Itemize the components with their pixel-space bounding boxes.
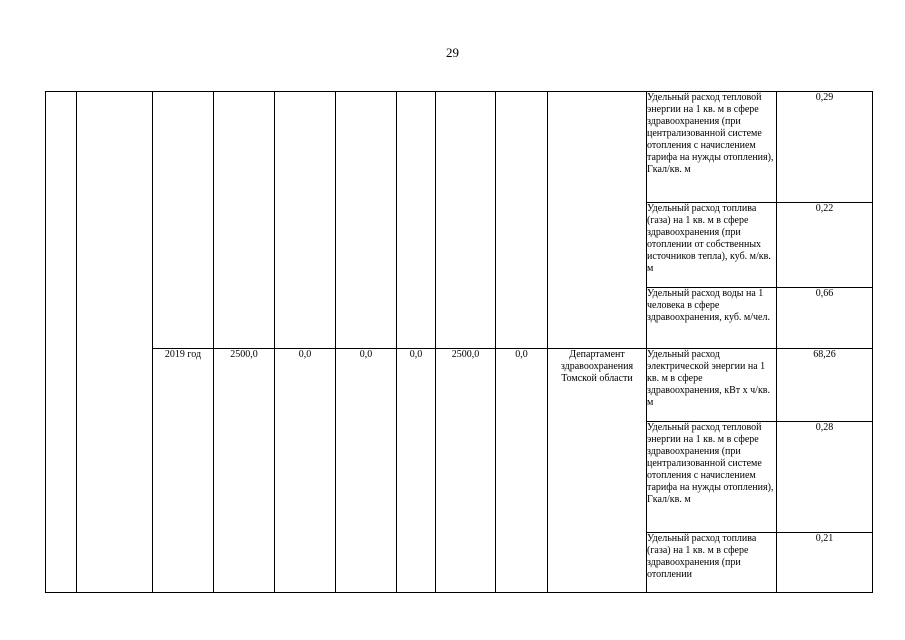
prev-year-cell [153, 92, 214, 349]
value-cell-3: 0,0 [336, 349, 397, 593]
prev-v4-cell [397, 92, 436, 349]
col-task-cell [77, 92, 153, 593]
indicator-value: 0,66 [777, 288, 873, 349]
indicator-value: 0,22 [777, 203, 873, 288]
prev-v5-cell [436, 92, 496, 349]
data-table [45, 91, 873, 593]
indicator-text: Удельный расход топлива (газа) на 1 кв. м в сфере здравоохранения (при отоплении [647, 533, 777, 593]
prev-v1-cell [214, 92, 275, 349]
indicator-text: Удельный расход воды на 1 человека в сфере здравоохранения, куб. м/чел. [647, 288, 777, 349]
indicator-value: 68,26 [777, 349, 873, 422]
col-number-cell [46, 92, 77, 593]
value-cell-6: 0,0 [496, 349, 548, 593]
prev-v6-cell [496, 92, 548, 349]
year-cell: 2019 год [153, 349, 214, 593]
value-cell-5: 2500,0 [436, 349, 496, 593]
prev-v3-cell [336, 92, 397, 349]
page-number: 29 [446, 45, 459, 60]
indicator-text: Удельный расход тепловой энергии на 1 кв. м в сфере здравоохранения (при централизованной системе отопления с начислением тарифа на нужды отопления), Гкал/кв. м [647, 422, 777, 533]
prev-v2-cell [275, 92, 336, 349]
indicator-value: 0,29 [777, 92, 873, 203]
value-cell-1: 2500,0 [214, 349, 275, 593]
indicator-text: Удельный расход топлива (газа) на 1 кв. м в сфере здравоохранения (при отоплении от собственных источников тепла), куб. м/кв. м [647, 203, 777, 288]
indicator-text: Удельный расход тепловой энергии на 1 кв. м в сфере здравоохранения (при централизованной системе отопления с начислением тарифа на нужды отопления), Гкал/кв. м [647, 92, 777, 203]
value-cell-2: 0,0 [275, 349, 336, 593]
indicator-value: 0,21 [777, 533, 873, 593]
indicator-value: 0,28 [777, 422, 873, 533]
department-cell: Департамент здравоохранения Томской области [548, 349, 647, 593]
indicator-text: Удельный расход электрической энергии на 1 кв. м в сфере здравоохранения, кВт x ч/кв. м [647, 349, 777, 422]
prev-department-cell [548, 92, 647, 349]
value-cell-4: 0,0 [397, 349, 436, 593]
